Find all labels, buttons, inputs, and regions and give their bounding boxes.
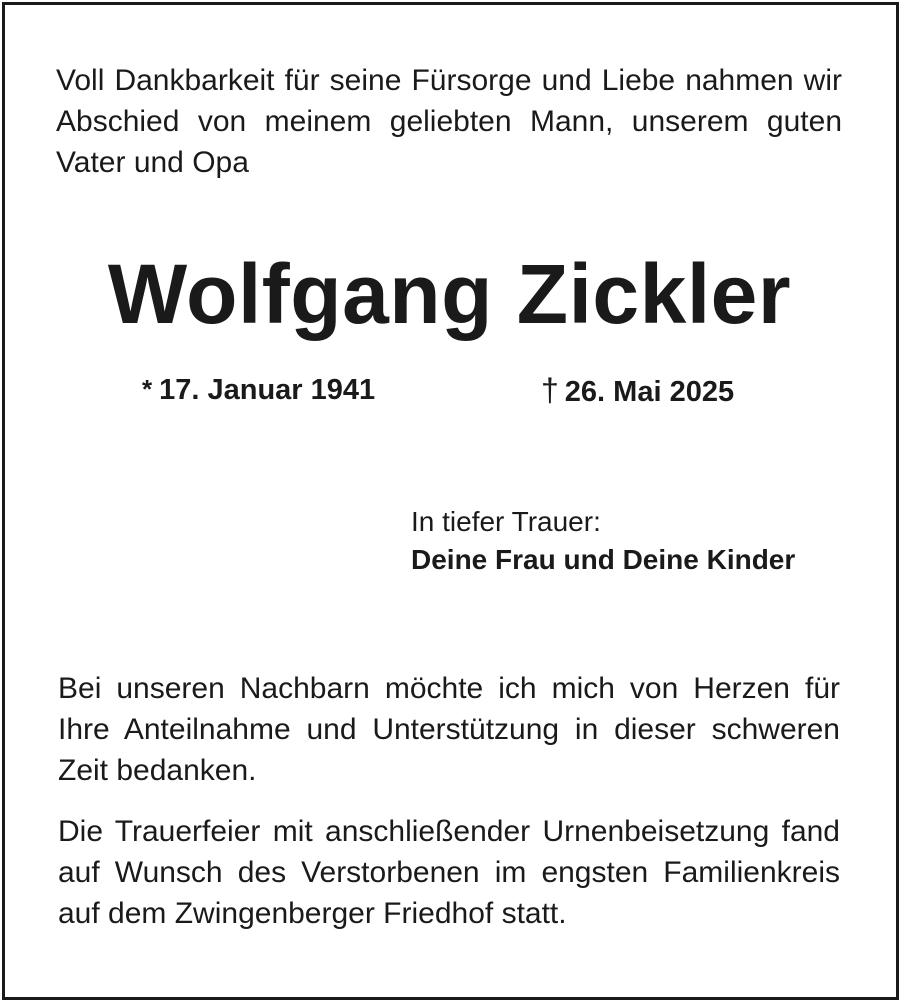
intro-text: Voll Dankbarkeit für seine Fürsorge und Liebe nahmen wir Abschied von meinem geliebten Mann, unserem guten Vater und Opa <box>56 64 842 179</box>
death-cross-icon: † <box>541 372 559 408</box>
death-date-line <box>541 372 734 410</box>
mourning-label: In tiefer Trauer: <box>411 506 601 537</box>
thanks-text: Bei unseren Nachbarn möchte ich mich von Herzen für Ihre Anteilnahme und Unterstützung in dieser schweren Zeit bedanken. <box>58 672 840 787</box>
mourners-names: Deine Frau und Deine Kinder <box>411 544 796 575</box>
birth-date: 17. Januar 1941 <box>159 374 376 406</box>
death-date: 26. Mai 2025 <box>564 376 735 408</box>
deceased-name: Wolfgang Zickler <box>107 247 792 341</box>
birth-star-icon: * <box>142 374 153 404</box>
ceremony-text: Die Trauerfeier mit anschließender Urnenbeisetzung fand auf Wunsch des Verstorbenen im engsten Familienkreis auf dem Zwingenberger Friedhof statt. <box>58 815 840 930</box>
birth-date-line <box>142 372 375 408</box>
